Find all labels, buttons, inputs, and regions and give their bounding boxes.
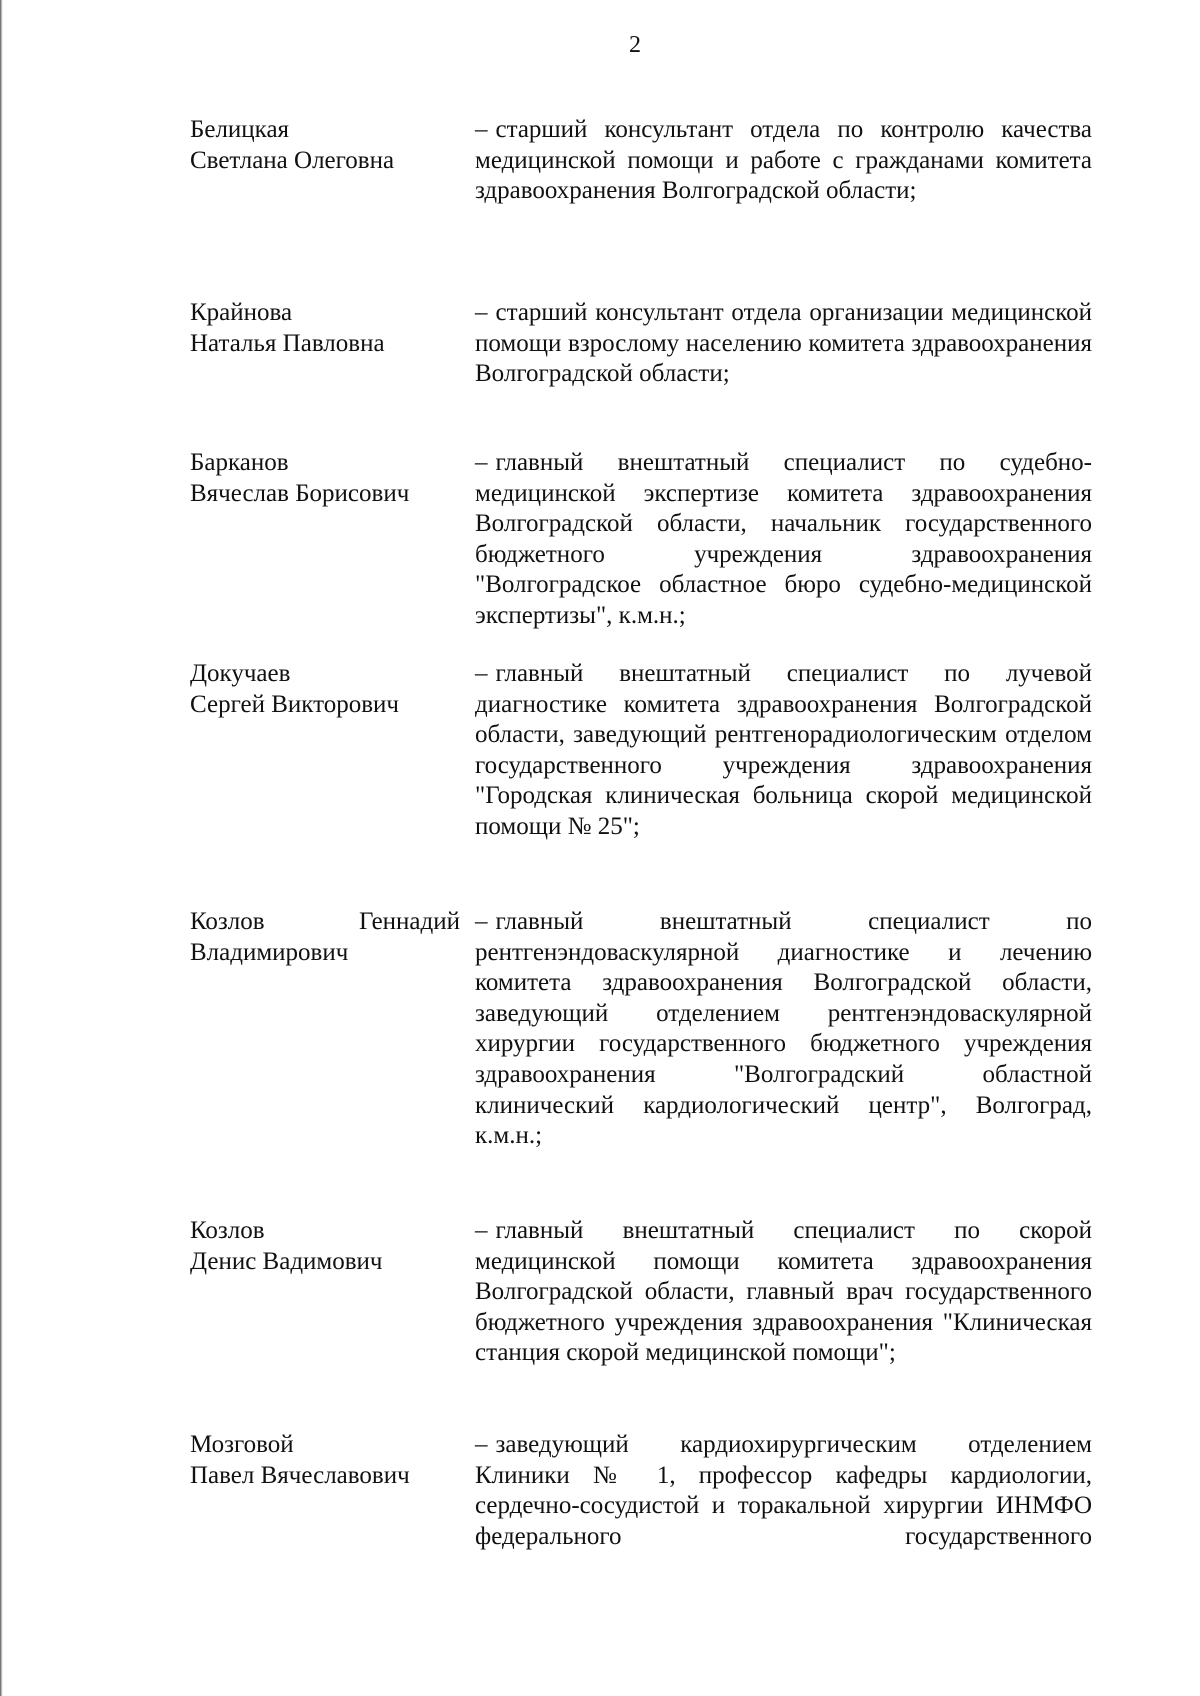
member-surname: Белицкая [190, 116, 290, 143]
member-name [190, 1430, 460, 1491]
list-dash: – [475, 1431, 488, 1458]
member-name [190, 1216, 460, 1277]
member-description [475, 907, 1092, 1152]
member-surname: Козлов [190, 1217, 265, 1244]
scan-edge [0, 0, 3, 1696]
member-role-text: старший консультант отдела по контролю качества медицинской помощи и работе с гражданами комитета здравоохранения Волгоградской области; [475, 116, 1092, 205]
member-role-text: главный внештатный специалист по судебно-медицинской экспертизе комитета здравоохранения Волгоградской области, начальник государственного бюджетного учреждения здравоохранения "Волгоградское областное бюро судебно-медицинской экспертизы", к.м.н.; [475, 449, 1092, 629]
member-surname: Крайнова [190, 299, 293, 326]
list-dash: – [475, 1217, 488, 1244]
member-surname: Мозговой [190, 1431, 294, 1458]
list-dash: – [475, 660, 488, 687]
member-role-text: главный внештатный специалист по рентгенэндоваскулярной диагностике и лечению комитета здравоохранения Волгоградской области, заведующий отделением рентгенэндоваскулярной хирургии государственного бюджетного учреждения здравоохранения "Волгоградский областной клинический кардиологический центр", Волгоград, к.м.н.; [475, 908, 1092, 1150]
member-description [475, 115, 1092, 207]
page-number: 2 [629, 32, 641, 58]
list-dash: – [475, 299, 488, 326]
member-role-text: старший консультант отдела организации медицинской помощи взрослому населению комитета здравоохранения Волгоградской области; [475, 299, 1092, 388]
member-role-text: главный внештатный специалист по скорой медицинской помощи комитета здравоохранения Волгоградской области, главный врач государственного бюджетного учреждения здравоохранения "Клиническая станция скорой медицинской помощи"; [475, 1217, 1092, 1367]
member-description [475, 659, 1092, 843]
list-dash: – [475, 908, 488, 935]
member-name [190, 115, 460, 176]
member-given-names: Денис Вадимович [190, 1247, 383, 1275]
member-given-names: Сергей Викторович [190, 690, 399, 718]
list-dash: – [475, 449, 488, 476]
member-description [475, 1216, 1092, 1369]
member-description [475, 448, 1092, 632]
member-given-names: Светлана Олеговна [190, 146, 395, 174]
list-dash: – [475, 116, 488, 143]
member-given-names: Наталья Павловна [190, 329, 385, 357]
member-description [475, 298, 1092, 390]
member-role-text: главный внештатный специалист по лучевой диагностике комитета здравоохранения Волгоградской области, заведующий рентгенорадиологическим отделом государственного учреждения здравоохранения "Городская клиническая больница скорой медицинской помощи № 25"; [475, 660, 1092, 840]
member-description [475, 1430, 1092, 1552]
member-surname: Барканов [190, 449, 289, 476]
member-given-names: Владимирович [190, 938, 349, 966]
member-name [190, 659, 460, 720]
member-name [190, 907, 460, 968]
member-given-names: Павел Вячеславович [190, 1461, 410, 1489]
member-name [190, 298, 460, 359]
member-name [190, 448, 460, 509]
member-given-names: Вячеслав Борисович [190, 479, 410, 507]
member-surname: Докучаев [190, 660, 291, 687]
member-surname: Козлов Геннадий [190, 908, 460, 935]
member-role-text: заведующий кардиохирургическим отделением Клиники № 1, профессор кафедры кардиологии, сердечно-сосудистой и торакальной хирургии ИНМФО федерального государственного [475, 1431, 1092, 1550]
